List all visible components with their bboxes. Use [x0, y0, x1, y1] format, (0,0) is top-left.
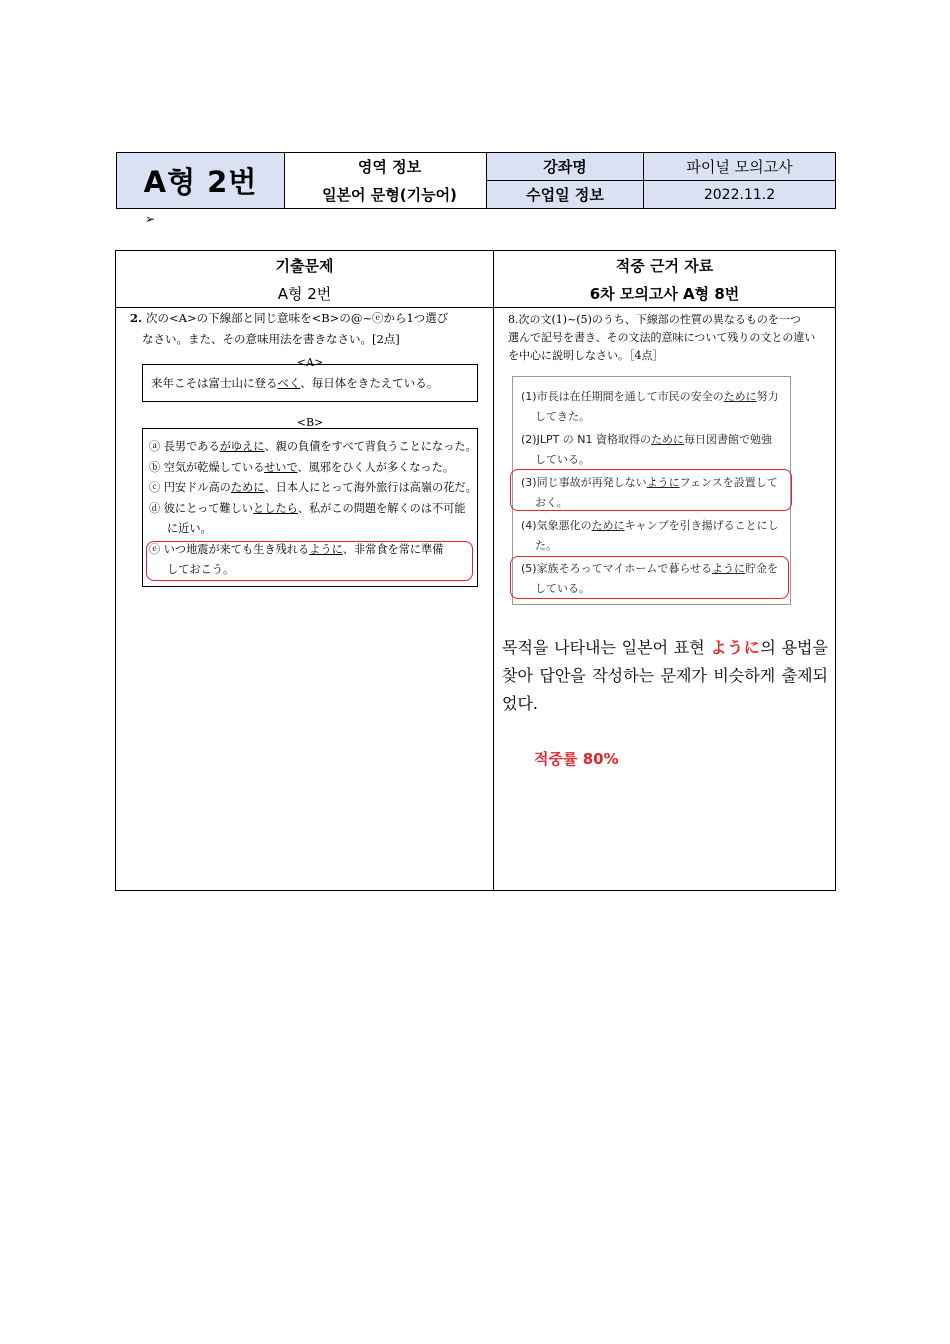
left-column-header — [116, 251, 493, 307]
right-column-subtitle: 6차 모의고사 A형 8번 — [589, 284, 740, 303]
underlined-expression: べく — [277, 376, 301, 390]
example-item: (4)気象悪化のためにキャンプを引き揚げることにし た。 — [521, 519, 779, 552]
area-info-cell — [285, 153, 487, 208]
question-line: を中心に説明しなさい。［4点］ — [508, 349, 664, 362]
question-title: A형 2번 — [117, 153, 285, 208]
example-item: (5)家族そろってマイホームで暮らせるように貯金を している。 — [521, 562, 779, 595]
question-number: 2. — [130, 311, 143, 325]
box-b-label: <B> — [296, 416, 324, 429]
choice-item: ⓐ 長男であるがゆえに、親の負債をすべて背負うことになった。 — [149, 440, 477, 453]
hit-rate: 적중률 80% — [534, 750, 619, 768]
highlight-box-5 — [510, 556, 789, 599]
question-line: なさい。また、その意味用法を書きなさい。[2点] — [142, 332, 400, 346]
question-line: 次の<A>の下線部と同じ意味を<B>の@~ⓔから1つ選び — [146, 311, 449, 325]
example-item: (2)JLPT の N1 資格取得のために毎日図書館で勉強 している。 — [521, 433, 773, 466]
right-column-title: 적중 근거 자료 — [615, 256, 714, 275]
choice-item: ⓓ 彼にとって難しいとしたら、私がこの問題を解くのは不可能 — [149, 501, 466, 515]
column-divider — [493, 251, 494, 890]
info-header-table — [116, 152, 836, 209]
date-label: 수업일 정보 — [487, 181, 644, 208]
choice-item: ⓔ いつ地震が来ても生き残れるように、非常食を常に準備 — [149, 542, 444, 556]
choice-item-continued: に近い。 — [167, 522, 212, 535]
box-a — [142, 364, 478, 402]
mock-question-text — [508, 311, 828, 365]
exam-question-text — [130, 308, 485, 350]
box-a-label: <A> — [296, 356, 324, 369]
example-item: (1)市長は在任期間を通して市民の安全のために努力 してきた。 — [521, 390, 779, 423]
question-line: 8.次の文(1)~(5)のうち、下線部の性質の異なるものを一つ — [508, 313, 801, 326]
example-item: (3)同じ事故が再発しないようにフェンスを設置して おく。 — [521, 476, 778, 509]
course-label: 강좌명 — [487, 153, 644, 181]
analysis-paragraph: 목적을 나타내는 일본어 표현 ように의 용법을 찾아 답안을 작성하는 문제가 비슷하게 출제되었다. — [502, 638, 828, 713]
area-value: 일본어 문형(기능어) — [322, 185, 457, 204]
left-column-subtitle: A형 2번 — [277, 284, 332, 303]
course-value: 파이널 모의고사 — [644, 153, 835, 181]
left-column-title: 기출문제 — [275, 256, 334, 275]
area-label: 영역 정보 — [357, 158, 422, 177]
choice-item-continued: しておこう。 — [167, 563, 235, 576]
sentence-part: 来年こそは富士山に登る — [151, 376, 278, 390]
date-value: 2022.11.2 — [644, 181, 835, 208]
question-line: 選んで記号を書き、その文法的意味について残りの文との違い — [508, 331, 816, 344]
highlight-box-e — [146, 541, 473, 581]
choice-item: ⓒ 円安ドル高のために、日本人にとって海外旅行は高嶺の花だ。 — [149, 481, 477, 494]
highlight-box-3 — [510, 469, 792, 511]
comparison-table — [115, 250, 836, 891]
choice-item: ⓑ 空気が乾燥しているせいで、風邪をひく人が多くなった。 — [149, 460, 455, 474]
right-column-header — [494, 251, 835, 307]
sentence-part: 、毎日体をきたえている。 — [300, 376, 439, 390]
highlighted-expression: ように — [710, 638, 761, 657]
arrow-bullet-icon: ➢ — [145, 212, 156, 226]
